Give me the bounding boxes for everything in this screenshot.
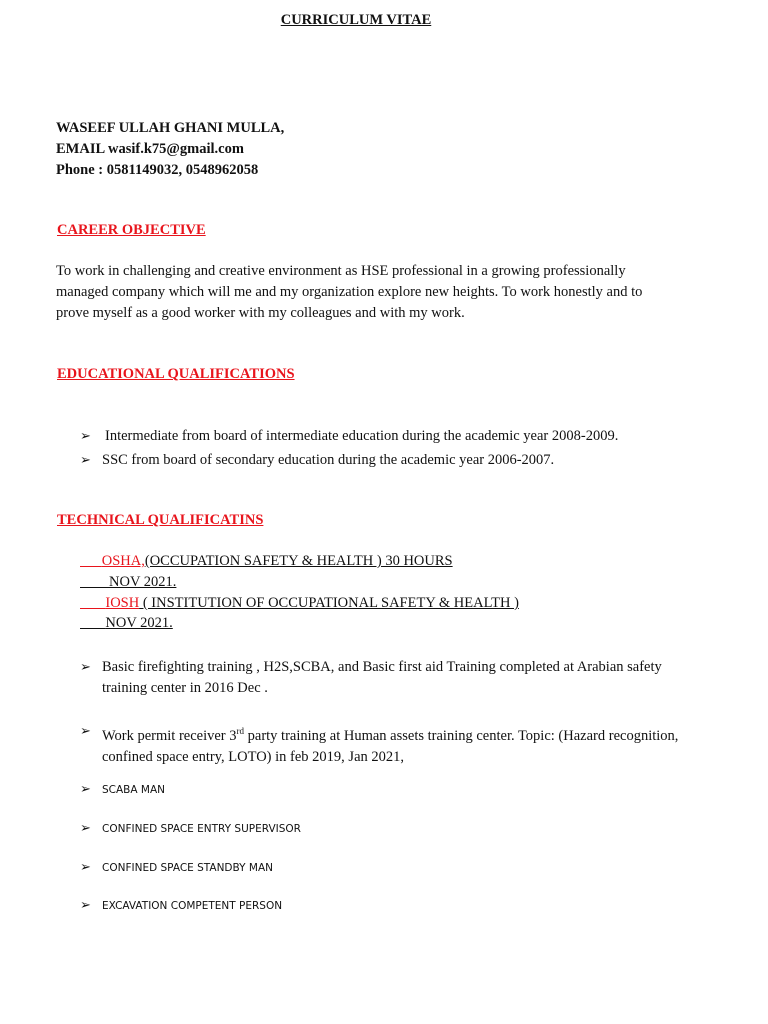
education-item-text: Intermediate from board of intermediate education during the academic year 2008-2009. <box>105 428 619 444</box>
candidate-phone: Phone : 0581149032, 0548962058 <box>56 162 259 178</box>
role-text: EXCAVATION COMPETENT PERSON <box>102 900 283 912</box>
role-item <box>80 782 165 797</box>
education-item <box>80 452 554 469</box>
candidate-name: WASEEF ULLAH GHANI MULLA, <box>56 120 285 136</box>
technical-heading: TECHNICAL QUALIFICATINS <box>57 512 264 528</box>
education-item-text: SSC from board of secondary education during the academic year 2006-2007. <box>102 452 555 468</box>
iosh-abbr: IOSH <box>105 595 140 611</box>
role-item <box>80 860 273 875</box>
role-text: SCABA MAN <box>102 784 165 796</box>
training-item <box>80 657 680 696</box>
osha-date: NOV 2021. <box>109 574 177 590</box>
osha-line <box>80 553 453 570</box>
arrow-bullet-icon: ➢ <box>80 453 91 468</box>
role-item <box>80 821 301 836</box>
training-item-text: Basic firefighting training , H2S,SCBA, and Basic first aid Training completed at Arabian safety training center in 2016 Dec . <box>102 659 662 696</box>
arrow-bullet-icon: ➢ <box>80 724 91 739</box>
training-item <box>80 721 680 765</box>
training-item-text: Work permit receiver 3rd party training at Human assets training center. Topic: (Hazard recognition, confined space entry, LOTO) in feb 2019, Jan 2021, <box>102 726 679 765</box>
osha-full: (OCCUPATION SAFETY & HEALTH ) 30 HOURS <box>144 553 453 569</box>
arrow-bullet-icon: ➢ <box>80 860 91 875</box>
arrow-bullet-icon: ➢ <box>80 429 91 444</box>
arrow-bullet-icon: ➢ <box>80 782 91 797</box>
career-objective-heading: CAREER OBJECTIVE <box>57 222 206 238</box>
arrow-bullet-icon: ➢ <box>80 660 91 675</box>
document-title: CURRICULUM VITAE <box>280 12 432 28</box>
role-item <box>80 898 282 913</box>
education-heading: EDUCATIONAL QUALIFICATIONS <box>57 366 295 382</box>
candidate-email: EMAIL wasif.k75@gmail.com <box>56 141 244 157</box>
arrow-bullet-icon: ➢ <box>80 821 91 836</box>
iosh-full: ( INSTITUTION OF OCCUPATIONAL SAFETY & HEALTH ) <box>139 595 519 611</box>
career-objective-text: To work in challenging and creative environment as HSE professional in a growing professionally managed company which will me and my organization explore new heights. To work honestly and to prove myself as a good worker with my colleagues and with my work. <box>56 263 643 321</box>
iosh-line <box>80 595 519 612</box>
education-item <box>80 428 618 445</box>
role-text: CONFINED SPACE ENTRY SUPERVISOR <box>102 823 301 835</box>
osha-abbr: OSHA, <box>101 553 145 569</box>
iosh-date: NOV 2021. <box>105 615 173 631</box>
role-text: CONFINED SPACE STANDBY MAN <box>102 862 273 874</box>
arrow-bullet-icon: ➢ <box>80 898 91 913</box>
